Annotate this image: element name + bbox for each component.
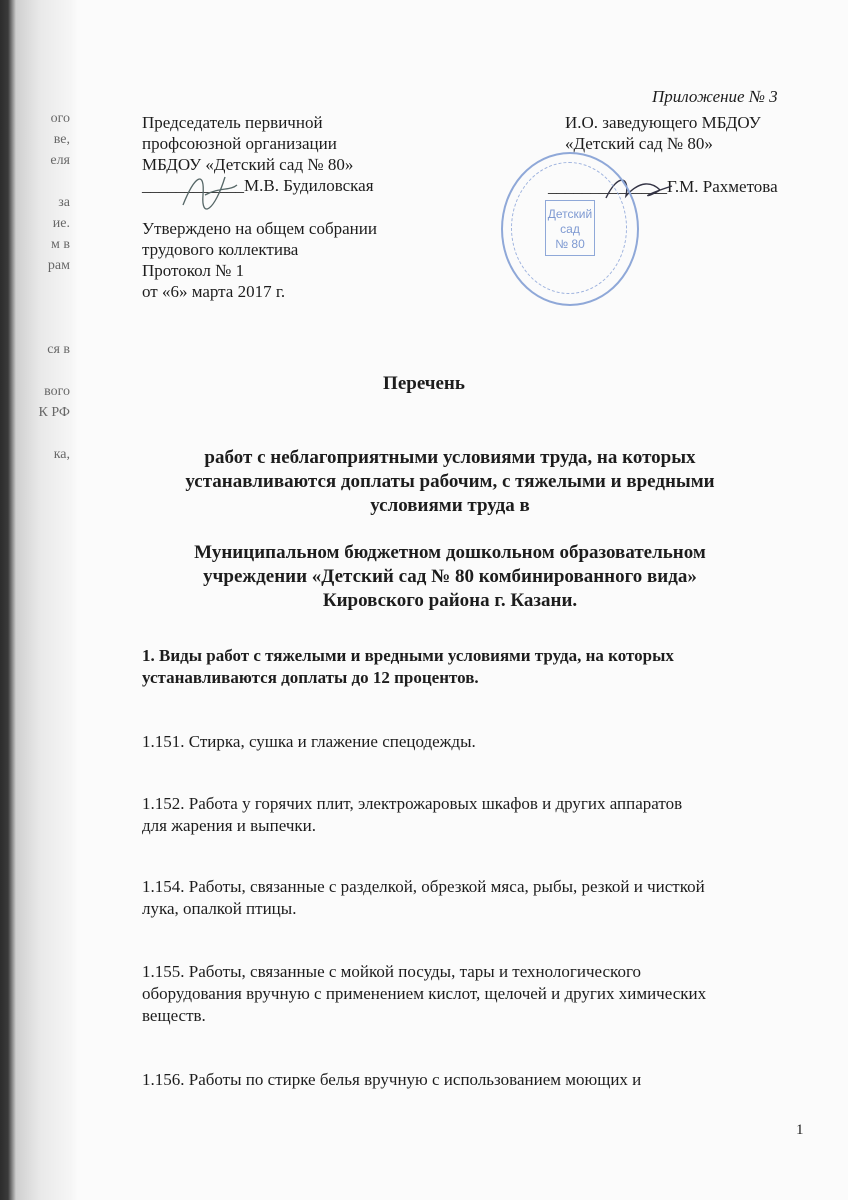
bleed-through-text: ого ве, еля за ие. м в рам ся в вого К РФ ка, (38, 111, 70, 462)
item-1-152: 1.152. Работа у горячих плит, электрожаровых шкафов и других аппаратов для жарения и выпечки. (142, 794, 683, 835)
approved-line1: Утверждено на общем собрании (142, 219, 377, 238)
head-signature-line: ______________Г.М. Рахметова (548, 177, 778, 196)
head-title-line2: «Детский сад № 80» (565, 134, 713, 153)
head-title-line1: И.О. заведующего МБДОУ (565, 113, 761, 132)
item-1-156: 1.156. Работы по стирке белья вручную с использованием моющих и (142, 1070, 642, 1089)
union-chair-line2: профсоюзной организации (142, 134, 337, 153)
doc-subtitle: работ с неблагоприятными условиями труда, на которых устанавливаются доплаты рабочим, с тяжелыми и вредными условиями труда в (185, 447, 715, 516)
item-1-154: 1.154. Работы, связанные с разделкой, обрезкой мяса, рыбы, резкой и чисткой лука, опалкой птицы. (142, 877, 705, 918)
seal-stamp-icon: Детский сад № 80 (501, 152, 639, 306)
section-1-heading: 1. Виды работ с тяжелыми и вредными условиями труда, на которых устанавливаются доплаты до 12 процентов. (142, 646, 674, 687)
union-signature-line: ____________М.В. Будиловская (142, 176, 374, 195)
page-number: 1 (796, 1122, 804, 1138)
union-chair-line3: МБДОУ «Детский сад № 80» (142, 155, 354, 174)
doc-title: Перечень (383, 373, 465, 394)
union-chair-line1: Председатель первичной (142, 113, 323, 132)
protocol-date: от «6» марта 2017 г. (142, 282, 286, 301)
right-header (565, 112, 761, 154)
approved-line2: трудового коллектива (142, 240, 299, 259)
signature-left-icon (175, 165, 245, 215)
protocol-number: Протокол № 1 (142, 261, 245, 280)
item-1-155: 1.155. Работы, связанные с мойкой посуды, тары и технологического оборудования вручную с применением кислот, щелочей и других химических веществ. (142, 962, 707, 1025)
appendix-label: Приложение № 3 (652, 87, 778, 106)
item-1-151: 1.151. Стирка, сушка и глажение спецодежды. (142, 732, 476, 751)
org-name: Муниципальном бюджетном дошкольном образовательном учреждении «Детский сад № 80 комбинированного вида» Кировского района г. Казани. (194, 542, 706, 611)
